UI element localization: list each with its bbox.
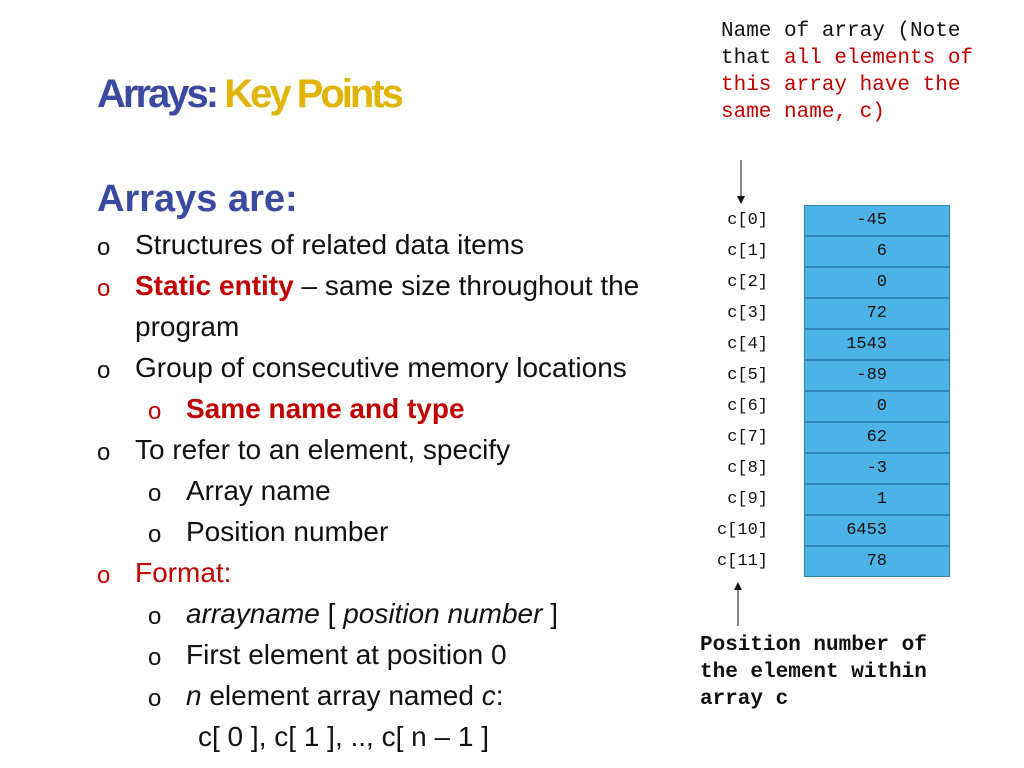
note-line-2b: all elements of	[784, 47, 974, 70]
array-value: 1	[876, 490, 887, 509]
array-value: -89	[856, 366, 887, 385]
bullet-marker: o	[148, 685, 162, 712]
title-part-1: Arrays:	[97, 72, 225, 116]
array-cell	[804, 391, 950, 422]
n-element-text: element array named	[201, 680, 482, 711]
note-line-3: this array have the	[721, 74, 961, 97]
array-name-note	[721, 18, 973, 126]
array-index: c[0]	[727, 211, 768, 230]
arrow-down-icon	[735, 160, 749, 206]
position-number-note: Position number of the element within array c	[700, 634, 927, 711]
bullet-same-name-type: Same name and type	[186, 393, 465, 424]
slide-title	[97, 72, 401, 117]
array-index: c[3]	[727, 304, 768, 323]
array-value: -45	[856, 211, 887, 230]
syntax-position-number: position number	[343, 598, 543, 629]
array-value: 0	[876, 397, 887, 416]
bullet-marker: o	[97, 439, 111, 466]
note-line-1: Name of array (Note	[721, 20, 961, 43]
static-entity-desc: – same size throughout the	[293, 270, 640, 301]
bullet-refer-element: To refer to an element, specify	[135, 434, 511, 465]
array-value: 78	[866, 552, 887, 571]
array-index: c[5]	[727, 366, 768, 385]
array-value: 1543	[846, 335, 887, 354]
bullet-static-entity	[135, 270, 639, 302]
array-index: c[10]	[716, 521, 768, 540]
array-value: 0	[876, 273, 887, 292]
array-cell	[804, 298, 950, 329]
array-value: 62	[866, 428, 887, 447]
array-value: 6453	[846, 521, 887, 540]
bullet-consecutive-memory: Group of consecutive memory locations	[135, 352, 627, 383]
colon: :	[495, 680, 504, 711]
bullet-structures: Structures of related data items	[135, 229, 525, 260]
bullet-element-listing: c[ 0 ], c[ 1 ], .., c[ n – 1 ]	[198, 721, 490, 752]
array-cell	[804, 329, 950, 360]
array-index: c[4]	[727, 335, 768, 354]
array-index: c[7]	[727, 428, 768, 447]
array-cell	[804, 546, 950, 577]
array-cell	[804, 422, 950, 453]
bullet-format: Format:	[135, 557, 232, 588]
bullet-marker: o	[97, 234, 111, 261]
bullet-n-element-array	[186, 680, 504, 712]
syntax-open-bracket: [	[319, 598, 344, 629]
array-cell	[804, 515, 950, 546]
static-entity-term: Static entity	[135, 270, 294, 301]
note-line-2a: that	[721, 47, 785, 70]
array-cell	[804, 453, 950, 484]
array-cell	[804, 360, 950, 391]
array-value: 72	[866, 304, 887, 323]
array-index: c[2]	[727, 273, 768, 292]
array-value: -3	[866, 459, 887, 478]
bullet-marker: o	[148, 480, 162, 507]
array-index: c[6]	[727, 397, 768, 416]
bullet-marker: o	[97, 275, 111, 302]
subheading: Arrays are:	[97, 178, 298, 220]
array-index: c[11]	[716, 552, 768, 571]
n-variable: n	[186, 680, 202, 711]
bullet-first-element: First element at position 0	[186, 639, 507, 670]
array-index: c[8]	[727, 459, 768, 478]
note-line-4: same name, c)	[721, 101, 885, 124]
array-cell	[804, 236, 950, 267]
bullet-marker: o	[148, 603, 162, 630]
bullet-array-name: Array name	[186, 475, 331, 506]
syntax-arrayname: arrayname	[186, 598, 320, 629]
arrow-up-icon	[732, 580, 746, 628]
bullet-marker: o	[97, 562, 111, 589]
bullet-marker: o	[148, 521, 162, 548]
array-cell	[804, 205, 950, 236]
bullet-marker: o	[97, 357, 111, 384]
bullet-marker: o	[148, 644, 162, 671]
bullet-static-entity-cont: program	[135, 311, 240, 342]
array-cell	[804, 484, 950, 515]
syntax-close-bracket: ]	[542, 598, 558, 629]
array-cell	[804, 267, 950, 298]
array-index: c[1]	[727, 242, 768, 261]
bullet-format-syntax	[186, 598, 558, 630]
array-index: c[9]	[727, 490, 768, 509]
title-part-2: Key Points	[224, 72, 401, 116]
bullet-position-number: Position number	[186, 516, 389, 547]
array-value: 6	[876, 242, 887, 261]
bullet-marker: o	[148, 398, 162, 425]
c-variable: c	[481, 680, 496, 711]
